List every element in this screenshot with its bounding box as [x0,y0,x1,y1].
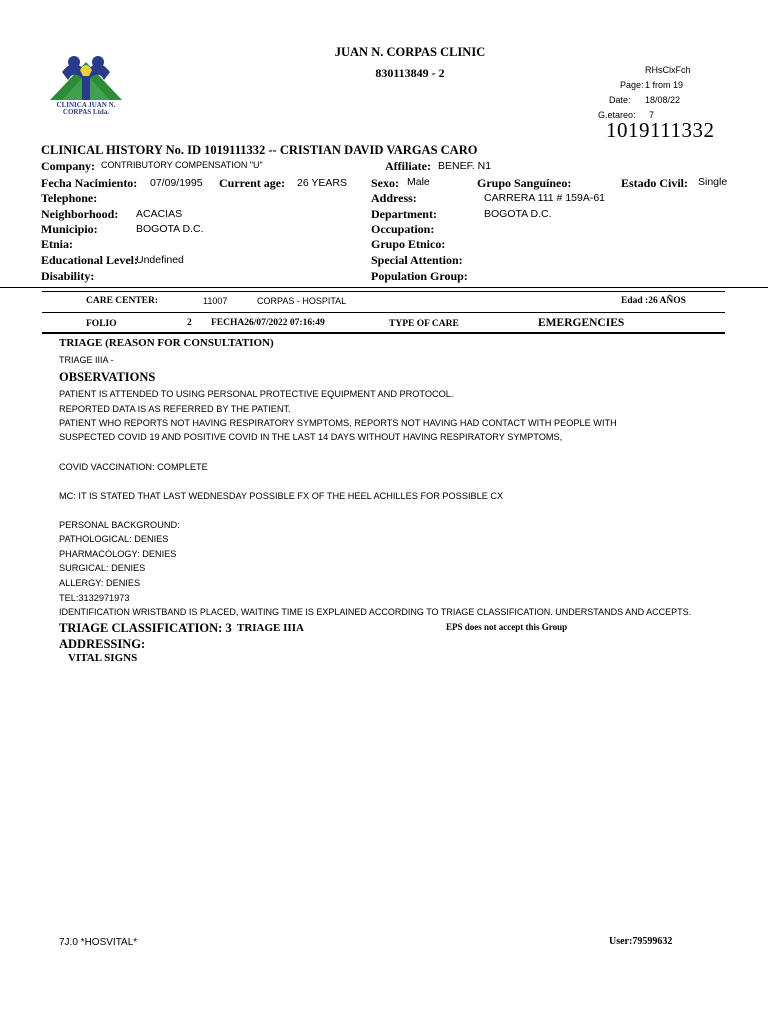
current-age-label: Current age: [219,176,286,190]
observation-line: IDENTIFICATION WRISTBAND IS PLACED, WAITING TIME IS EXPLAINED ACCORDING TO TRIAGE CLASSIFICATION. UNDERSTANDS AND ACCEPTS. [59,607,692,617]
birth-date-label: Fecha Nacimiento: [41,176,138,190]
observation-line: SURGICAL: DENIES [59,563,146,573]
care-box-middle [42,312,725,313]
addressing-heading: ADDRESSING: [59,637,146,651]
municipio-label: Municipio: [41,222,98,236]
department-label: Department: [371,207,437,221]
company-value: CONTRIBUTORY COMPENSATION "U" [101,160,263,170]
sex-label: Sexo: [371,176,399,190]
type-of-care-value: EMERGENCIES [538,317,625,329]
observation-line: ALLERGY: DENIES [59,578,141,588]
birth-date-value: 07/09/1995 [150,177,203,189]
report-code: RHsClxFch [645,65,691,75]
eps-note: EPS does not accept this Group [446,622,568,632]
observation-line: PATHOLOGICAL: DENIES [59,534,169,544]
care-center-name: CORPAS - HOSPITAL [257,296,347,306]
page-label: Page: [620,80,644,90]
observation-line: PATIENT IS ATTENDED TO USING PERSONAL PROTECTIVE EQUIPMENT AND PROTOCOL. [59,389,454,399]
print-date: 18/08/22 [645,95,681,105]
care-center-code: 11007 [203,296,228,306]
clinic-nit: 830113849 - 2 [375,66,445,80]
folio-value: 2 [187,318,192,328]
education-label: Educational Level: [41,253,139,267]
etnia-label: Etnia: [41,237,74,251]
care-box-bottom [42,332,725,334]
type-of-care-label: TYPE OF CARE [389,319,459,329]
affiliate-value: BENEF. N1 [438,160,492,172]
neighborhood-label: Neighborhood: [41,207,119,221]
education-value: Undefined [136,254,184,266]
disability-label: Disability: [41,269,95,283]
clinic-name: JUAN N. CORPAS CLINIC [334,45,486,59]
user-id: User:79599632 [609,936,673,947]
ethnic-group-label: Grupo Etnico: [371,237,446,251]
department-value: BOGOTA D.C. [484,208,552,220]
folio-datetime: FECHA26/07/2022 07:16:49 [211,318,325,328]
date-label: Date: [609,95,631,105]
telephone-label: Telephone: [41,191,98,205]
triage-classification-value: TRIAGE IIIA [237,622,304,634]
patient-id-large: 1019111332 [606,118,715,142]
company-label: Company: [41,159,96,173]
observation-line: PATIENT WHO REPORTS NOT HAVING RESPIRATORY SYMPTOMS, REPORTS NOT HAVING HAD CONTACT WITH PEOPLE WITH [59,418,617,428]
clinic-logo [46,52,126,124]
header-divider [0,287,768,288]
current-age-value: 26 YEARS [297,177,348,189]
observation-line: PERSONAL BACKGROUND: [59,520,180,530]
care-center-label: CARE CENTER: [86,296,159,306]
triage-level: TRIAGE IIIA - [59,355,114,365]
care-box-top [42,291,725,292]
triage-heading: TRIAGE (REASON FOR CONSULTATION) [59,337,274,349]
patient-age-spanish: Edad :26 AÑOS [621,296,686,306]
clinical-history-title: CLINICAL HISTORY No. ID 1019111332 -- CRISTIAN DAVID VARGAS CARO [41,143,478,157]
affiliate-label: Affiliate: [385,159,431,173]
occupation-label: Occupation: [371,222,435,236]
logo-text: CLINICA JUAN N. CORPAS Ltda. [56,101,116,116]
observation-line: MC: IT IS STATED THAT LAST WEDNESDAY POSSIBLE FX OF THE HEEL ACHILLES FOR POSSIBLE CX [59,491,504,501]
neighborhood-value: ACACIAS [136,208,183,220]
observation-line: TEL:3132971973 [59,593,130,603]
getareo-value: 7 [649,110,655,120]
page-number: 1 from 19 [645,80,684,90]
observation-line: PHARMACOLOGY: DENIES [59,549,177,559]
observation-line: SUSPECTED COVID 19 AND POSITIVE COVID IN THE LAST 14 DAYS WITHOUT HAVING RESPIRATORY SYMPTOMS, [59,432,563,442]
triage-classification-label: TRIAGE CLASSIFICATION: 3 [59,621,232,635]
population-group-label: Population Group: [371,269,468,283]
observation-line: COVID VACCINATION: COMPLETE [59,462,208,472]
observations-heading: OBSERVATIONS [59,370,156,384]
vital-signs-heading: VITAL SIGNS [68,652,138,664]
observation-line: REPORTED DATA IS AS REFERRED BY THE PATIENT. [59,404,291,414]
blood-group-label: Grupo Sanguíneo: [477,176,572,190]
getareo-label: G.etareo: [598,110,636,120]
civil-status-label: Estado Civil: [621,176,689,190]
municipio-value: BOGOTA D.C. [136,223,204,235]
software-version: 7J.0 *HOSVITAL* [59,937,138,948]
sex-value: Male [407,176,430,188]
special-attention-label: Special Attention: [371,253,463,267]
civil-status-value: Single [698,176,728,188]
address-label: Address: [371,191,417,205]
folio-label: FOLIO [86,319,117,329]
address-value: CARRERA 111 # 159A-61 [484,192,606,204]
